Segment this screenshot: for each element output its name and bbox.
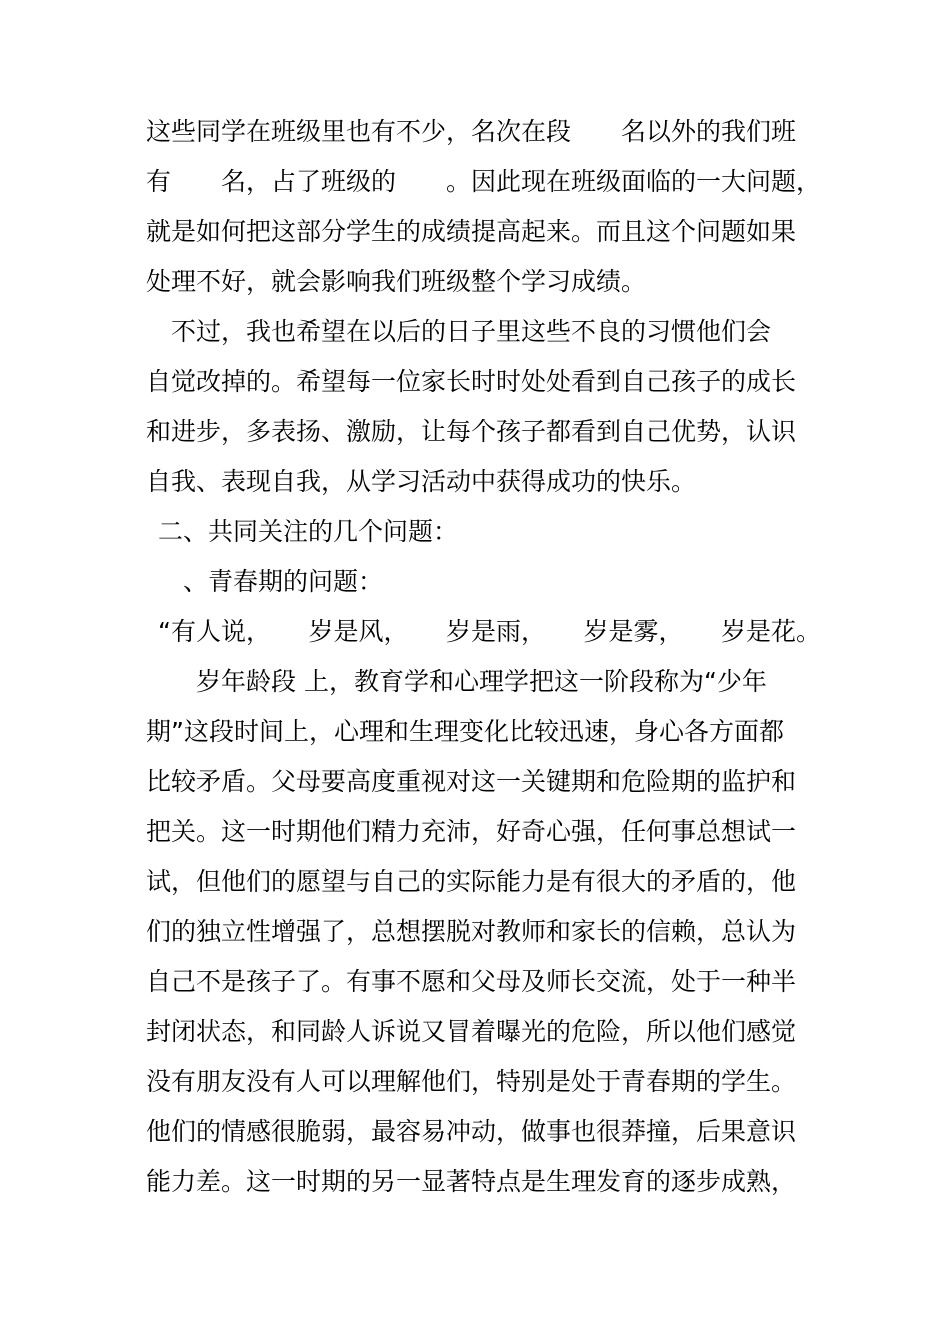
text-line-19: 封闭状态，和同龄人诉说又冒着曝光的危险，所以他们感觉 xyxy=(146,1017,797,1046)
text-line-14: 比较矛盾。父母要高度重视对这一关键期和危险期的监护和 xyxy=(146,767,797,796)
text-line-12: 岁年龄段 上，教育学和心理学把这一阶段称为“少年 xyxy=(146,667,767,696)
text-line-7: 和进步，多表扬、激励，让每个孩子都看到自己优势，认识 xyxy=(146,417,797,446)
text-line-22: 能力差。这一时期的另一显著特点是生理发育的逐步成熟， xyxy=(146,1167,797,1196)
text-line-3: 就是如何把这部分学生的成绩提高起来。而且这个问题如果 xyxy=(146,217,797,246)
text-line-17: 们的独立性增强了，总想摆脱对教师和家长的信赖，总认为 xyxy=(146,917,797,946)
text-line-13: 期”这段时间上，心理和生理变化比较迅速，身心各方面都 xyxy=(146,717,784,746)
text-line-21: 他们的情感很脆弱，最容易冲动，做事也很莽撞，后果意识 xyxy=(146,1117,797,1146)
text-line-18: 自己不是孩子了。有事不愿和父母及师长交流，处于一种半 xyxy=(146,967,797,996)
subsection-heading: 、青春期的问题： xyxy=(158,567,384,596)
text-line-1: 这些同学在班级里也有不少，名次在段 名以外的我们班 xyxy=(146,117,797,146)
text-line-15: 把关。这一时期他们精力充沛，好奇心强，任何事总想试一 xyxy=(146,817,797,846)
text-line-5: 不过，我也希望在以后的日子里这些不良的习惯他们会 xyxy=(146,317,772,346)
text-line-2: 有 名，占了班级的 。因此现在班级面临的一大问题， xyxy=(146,167,822,196)
section-heading: 二、共同关注的几个问题： xyxy=(158,517,459,546)
text-line-4: 处理不好，就会影响我们班级整个学习成绩。 xyxy=(146,267,647,296)
text-line-6: 自觉改掉的。希望每一位家长时时处处看到自己孩子的成长 xyxy=(146,367,797,396)
text-line-8: 自我、表现自我，从学习活动中获得成功的快乐。 xyxy=(146,467,697,496)
text-line-11: “有人说， 岁是风， 岁是雨， 岁是雾， 岁是花。 xyxy=(158,617,821,646)
text-line-20: 没有朋友没有人可以理解他们，特别是处于青春期的学生。 xyxy=(146,1067,797,1096)
text-line-16: 试，但他们的愿望与自己的实际能力是有很大的矛盾的，他 xyxy=(146,867,797,896)
